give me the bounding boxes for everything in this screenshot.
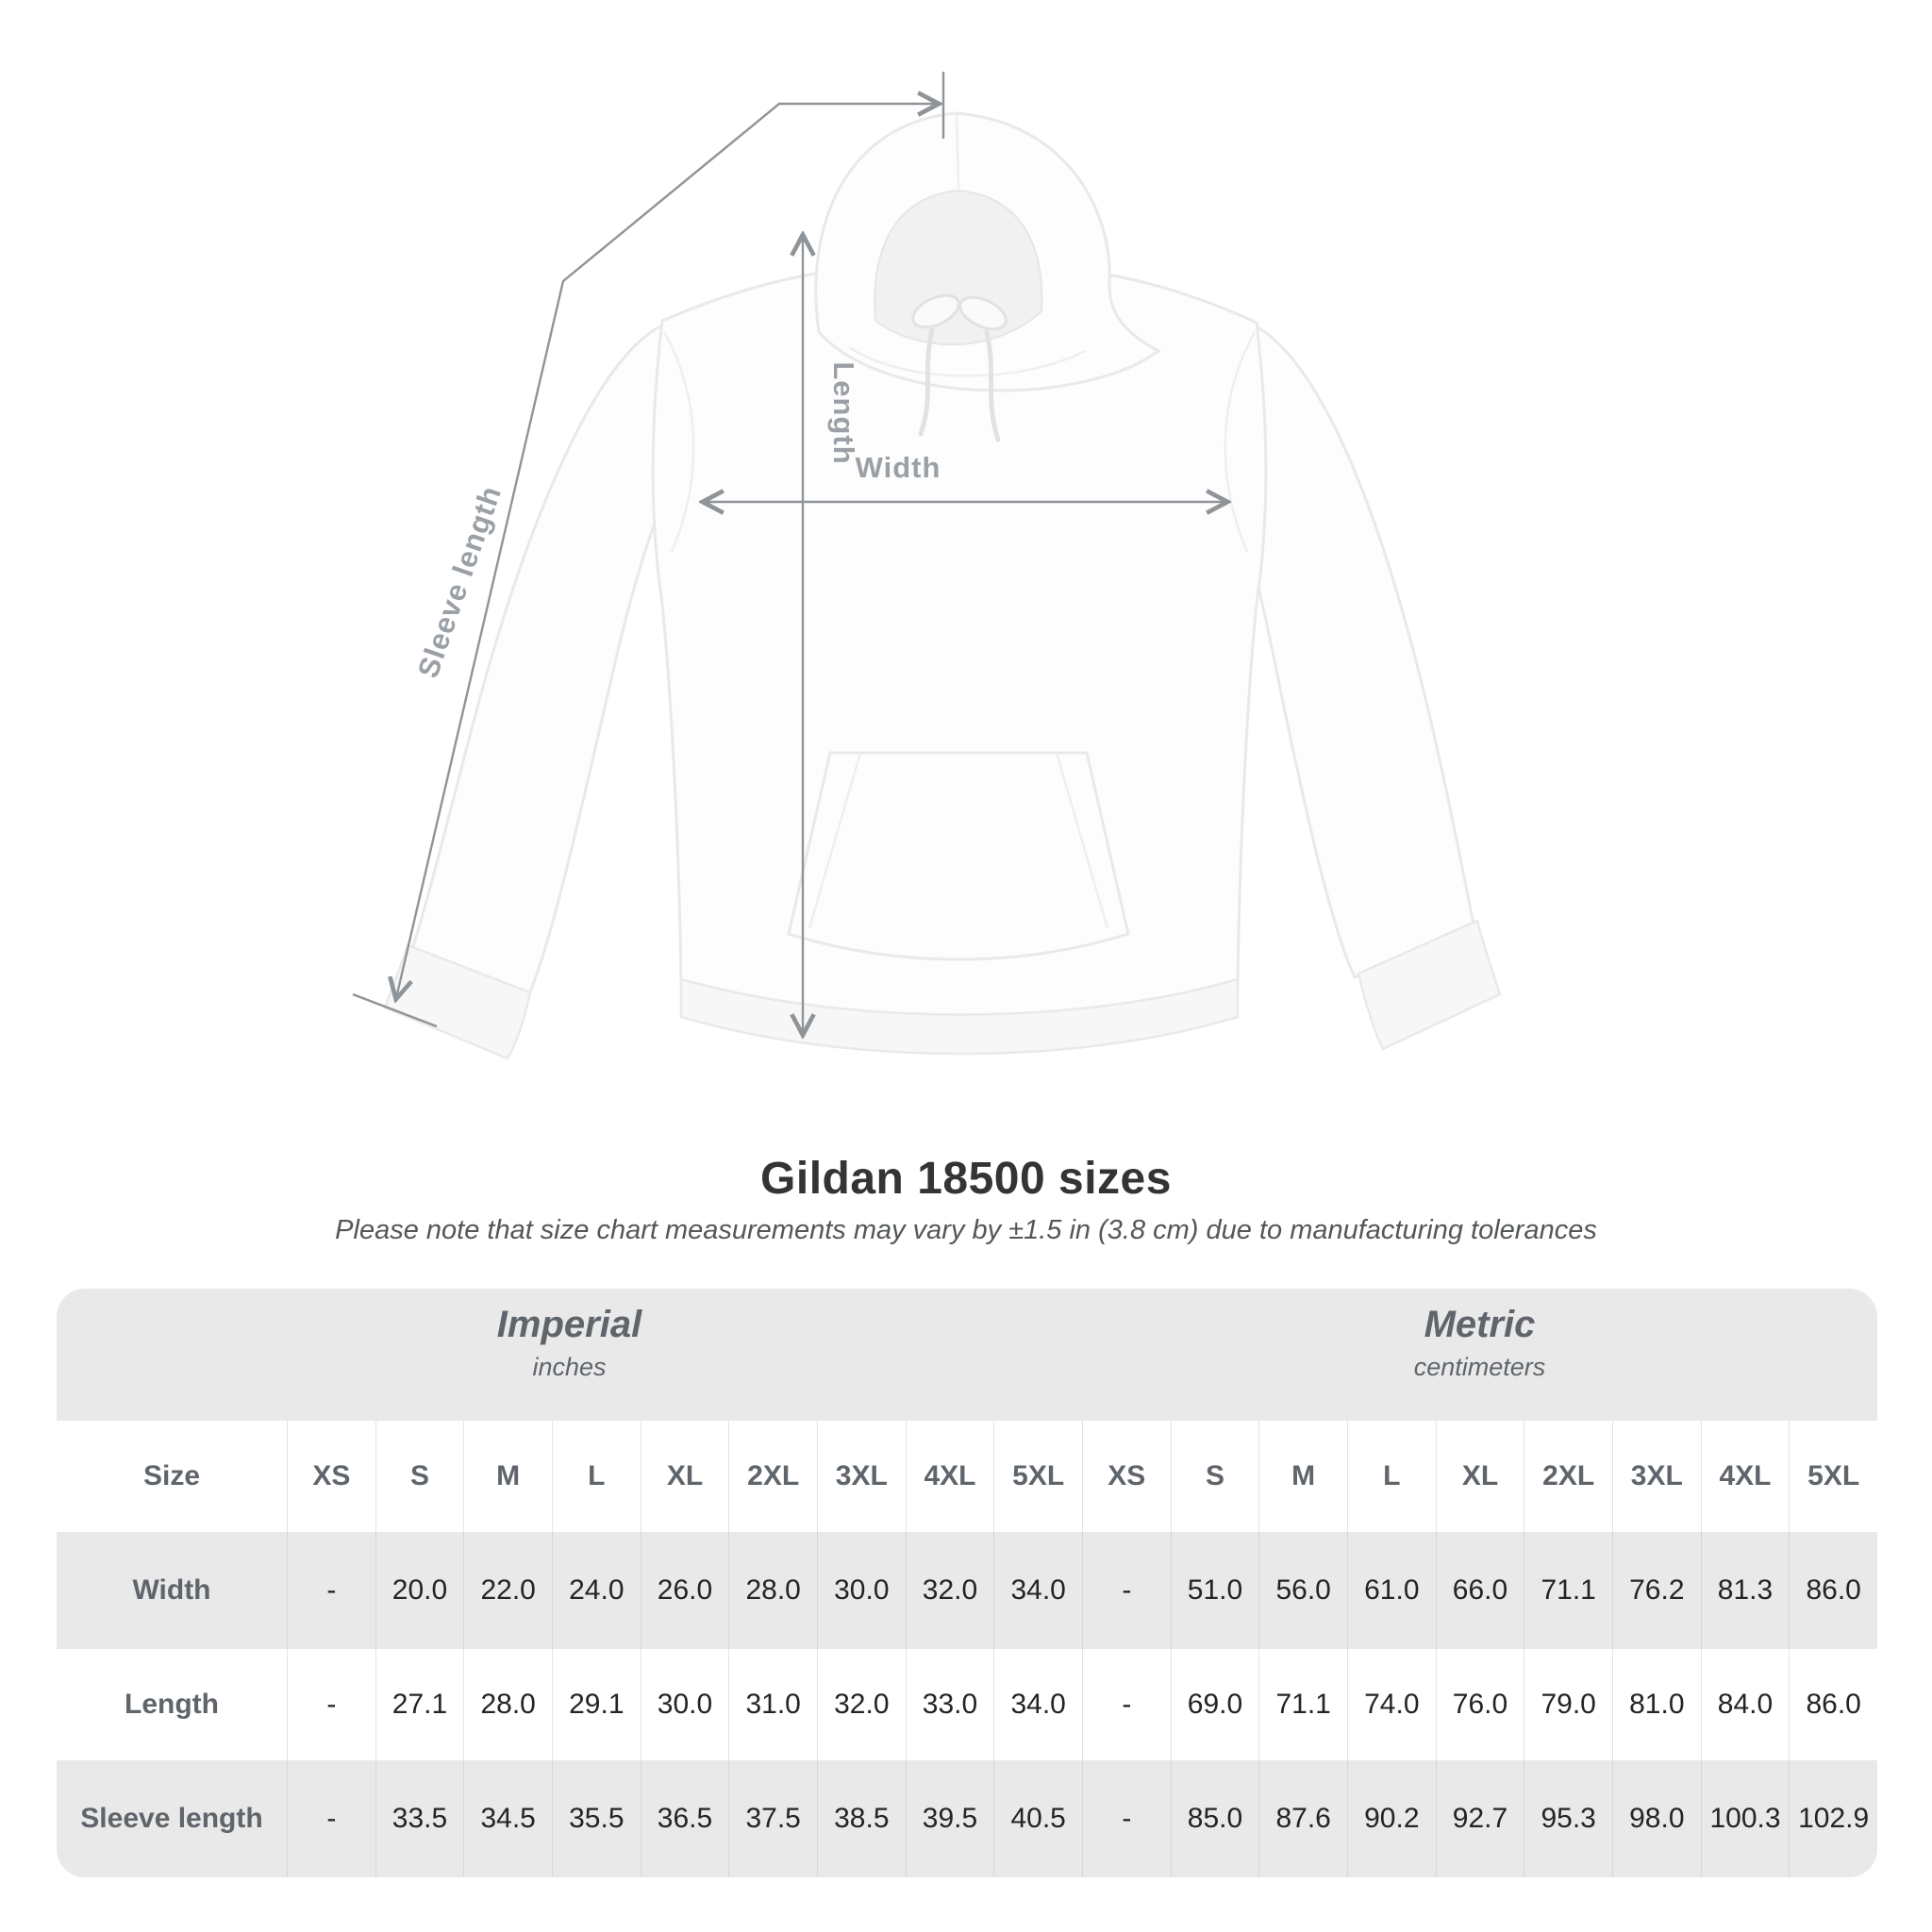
table-cell-imperial: 29.1: [552, 1649, 641, 1760]
size-column-header-imperial: M: [463, 1421, 552, 1532]
table-cell-imperial: 26.0: [641, 1532, 729, 1649]
size-column-header-metric: 5XL: [1789, 1421, 1877, 1532]
size-header-label: Size: [142, 1460, 201, 1491]
size-column-header-imperial: XS: [287, 1421, 375, 1532]
table-cell-imperial: 22.0: [463, 1532, 552, 1649]
table-cell-imperial: 30.0: [641, 1649, 729, 1760]
table-cell-imperial: -: [287, 1760, 375, 1877]
size-column-header-metric: XL: [1436, 1421, 1524, 1532]
table-cell-metric: -: [1082, 1532, 1171, 1649]
table-cell-metric: 98.0: [1612, 1760, 1701, 1877]
table-cell-metric: 71.1: [1258, 1649, 1347, 1760]
table-cell-imperial: 20.0: [375, 1532, 464, 1649]
table-cell-imperial: 32.0: [906, 1532, 994, 1649]
table-cell-metric: 74.0: [1347, 1649, 1436, 1760]
table-cell-imperial: 31.0: [728, 1649, 817, 1760]
table-cell-imperial: 34.0: [993, 1532, 1082, 1649]
imperial-label: Imperial: [496, 1304, 642, 1345]
table-cell-imperial: -: [287, 1649, 375, 1760]
table-cell-imperial: -: [287, 1532, 375, 1649]
row-label: Width: [132, 1574, 211, 1606]
size-column-header-metric: M: [1258, 1421, 1347, 1532]
size-table: [57, 1289, 1877, 1877]
table-cell-metric: 56.0: [1258, 1532, 1347, 1649]
table-cell-metric: 100.3: [1701, 1760, 1790, 1877]
table-cell-imperial: 33.5: [375, 1760, 464, 1877]
page-title: Gildan 18500 sizes: [760, 1154, 1172, 1204]
table-cell-metric: 87.6: [1258, 1760, 1347, 1877]
size-column-header-metric: 2XL: [1524, 1421, 1612, 1532]
imperial-unit: inches: [532, 1353, 607, 1381]
size-column-header-imperial: XL: [641, 1421, 729, 1532]
size-column-header-metric: L: [1347, 1421, 1436, 1532]
tolerance-note: Please note that size chart measurements may vary by ±1.5 in (3.8 cm) due to manufacturing tolerances: [335, 1215, 1597, 1245]
table-cell-metric: 92.7: [1436, 1760, 1524, 1877]
table-cell-imperial: 36.5: [641, 1760, 729, 1877]
table-cell-imperial: 39.5: [906, 1760, 994, 1877]
metric-label: Metric: [1424, 1304, 1536, 1345]
table-cell-metric: 69.0: [1171, 1649, 1259, 1760]
size-column-header-imperial: 3XL: [817, 1421, 906, 1532]
table-cell-metric: 71.1: [1524, 1532, 1612, 1649]
table-cell-metric: 81.0: [1612, 1649, 1701, 1760]
size-column-header-imperial: S: [375, 1421, 464, 1532]
hoodie-pocket: [789, 753, 1128, 959]
table-cell-metric: 85.0: [1171, 1760, 1259, 1877]
table-cell-metric: 76.0: [1436, 1649, 1524, 1760]
length-row: [57, 1649, 1877, 1760]
table-cell-imperial: 34.5: [463, 1760, 552, 1877]
table-cell-metric: 51.0: [1171, 1532, 1259, 1649]
table-cell-metric: 95.3: [1524, 1760, 1612, 1877]
table-unit-header: [57, 1289, 1877, 1421]
table-cell-metric: 84.0: [1701, 1649, 1790, 1760]
table-cell-metric: 81.3: [1701, 1532, 1790, 1649]
row-label: Sleeve length: [80, 1803, 263, 1834]
table-cell-metric: 79.0: [1524, 1649, 1612, 1760]
size-column-header-imperial: 4XL: [906, 1421, 994, 1532]
table-cell-imperial: 24.0: [552, 1532, 641, 1649]
metric-header-group: [1082, 1289, 1877, 1421]
table-cell-imperial: 34.0: [993, 1649, 1082, 1760]
imperial-header-group: [57, 1289, 1082, 1421]
hoodie-right-sleeve: [1234, 325, 1474, 977]
row-label: Length: [125, 1689, 219, 1720]
sleeve-length-label: Sleeve length: [410, 481, 508, 682]
size-column-header-imperial: 5XL: [993, 1421, 1082, 1532]
table-cell-imperial: 28.0: [728, 1532, 817, 1649]
size-column-header-imperial: L: [552, 1421, 641, 1532]
table-cell-imperial: 35.5: [552, 1760, 641, 1877]
table-cell-metric: -: [1082, 1760, 1171, 1877]
metric-unit: centimeters: [1413, 1353, 1546, 1381]
table-cell-metric: 66.0: [1436, 1532, 1524, 1649]
size-column-header-metric: 3XL: [1612, 1421, 1701, 1532]
table-cell-metric: 102.9: [1789, 1760, 1877, 1877]
length-label: Length: [827, 361, 860, 465]
table-cell-metric: -: [1082, 1649, 1171, 1760]
table-cell-imperial: 30.0: [817, 1532, 906, 1649]
table-cell-imperial: 32.0: [817, 1649, 906, 1760]
table-cell-imperial: 28.0: [463, 1649, 552, 1760]
size-column-header-metric: XS: [1082, 1421, 1171, 1532]
table-cell-imperial: 38.5: [817, 1760, 906, 1877]
table-cell-metric: 61.0: [1347, 1532, 1436, 1649]
table-cell-metric: 90.2: [1347, 1760, 1436, 1877]
table-cell-imperial: 27.1: [375, 1649, 464, 1760]
size-column-header-imperial: 2XL: [728, 1421, 817, 1532]
table-cell-metric: 76.2: [1612, 1532, 1701, 1649]
sleeve-length-row: [57, 1760, 1877, 1877]
size-header-row: [57, 1421, 1877, 1532]
table-cell-metric: 86.0: [1789, 1532, 1877, 1649]
table-cell-metric: 86.0: [1789, 1649, 1877, 1760]
width-label: Width: [855, 451, 941, 484]
table-cell-imperial: 37.5: [728, 1760, 817, 1877]
width-row: [57, 1532, 1877, 1649]
table-cell-imperial: 33.0: [906, 1649, 994, 1760]
size-column-header-metric: 4XL: [1701, 1421, 1790, 1532]
hoodie-illustration: [385, 113, 1500, 1058]
table-cell-imperial: 40.5: [993, 1760, 1082, 1877]
size-column-header-metric: S: [1171, 1421, 1259, 1532]
